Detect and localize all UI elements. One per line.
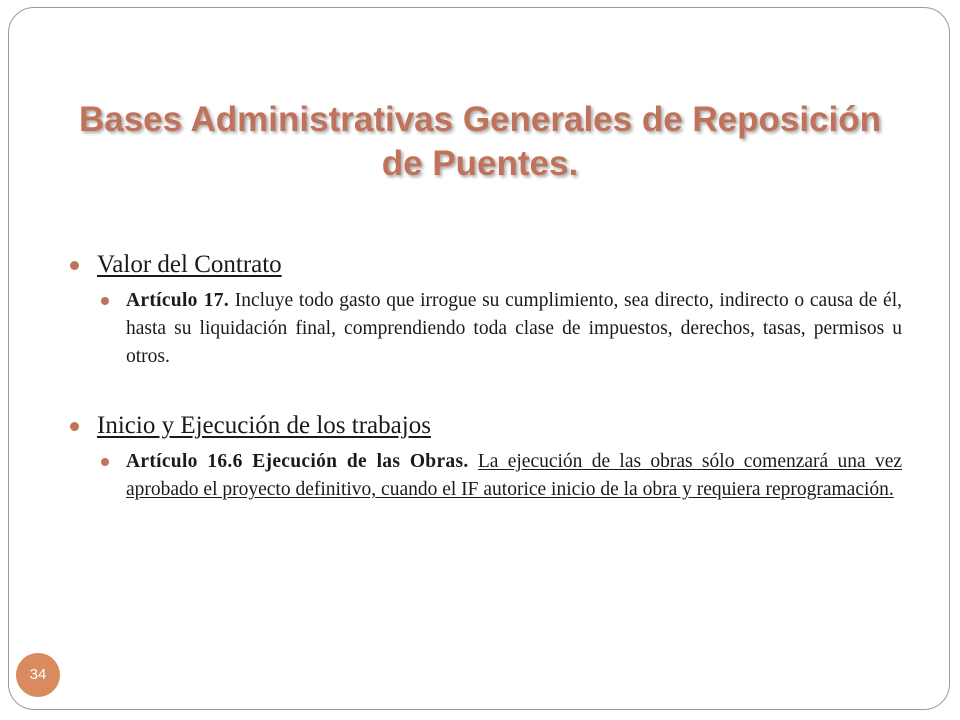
bullet-dot-icon — [101, 458, 109, 466]
bullet-item-level1 — [66, 409, 902, 443]
article-label: Artículo 17. — [126, 290, 230, 311]
bullet-dot-icon — [101, 297, 109, 305]
slide-content — [66, 248, 902, 542]
section-heading: Inicio y Ejecución de los trabajos — [97, 412, 431, 439]
bullet-item-level1 — [66, 248, 902, 282]
bullet-item-level2 — [97, 287, 902, 371]
bullet-dot-icon — [70, 261, 79, 270]
bullet-item-level2 — [97, 448, 902, 504]
page-number-badge: 34 — [16, 653, 60, 697]
bullet-dot-icon — [70, 422, 79, 431]
article-text: Incluye todo gasto que irrogue su cumplimiento, sea directo, indirecto o causa de él, hasta su liquidación final, comprendiendo toda clase de impuestos, derechos, tasas, permisos u otros. — [126, 290, 902, 367]
section-valor-contrato — [66, 248, 902, 371]
section-heading: Valor del Contrato — [97, 251, 282, 278]
article-label: Artículo 16.6 Ejecución de las Obras. — [126, 451, 469, 472]
section-inicio-ejecucion — [66, 409, 902, 504]
slide-title: Bases Administrativas Generales de Reposición de Puentes. — [78, 100, 882, 183]
article-text: La ejecución de las obras sólo comenzará una vez aprobado el proyecto definitivo, cuando el IF autorice inicio de la obra y requiera reprogramación. — [126, 451, 903, 500]
